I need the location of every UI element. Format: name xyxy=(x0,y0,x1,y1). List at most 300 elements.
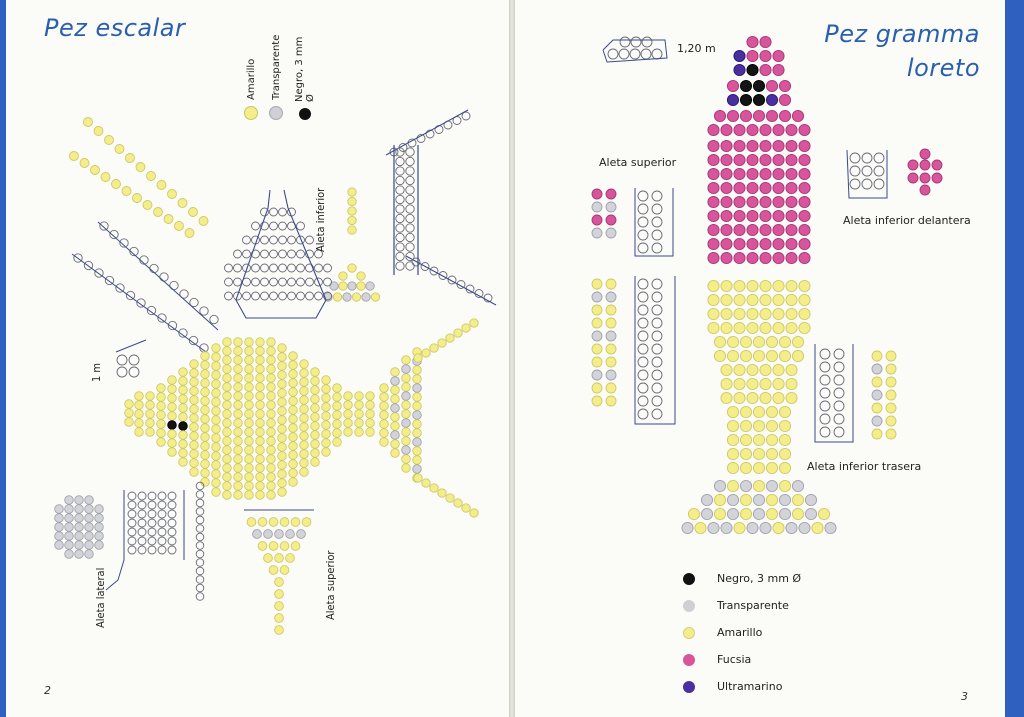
woven-bead xyxy=(128,519,136,527)
body-bead xyxy=(157,384,166,393)
body-bead xyxy=(714,350,725,361)
body-bead xyxy=(322,430,331,439)
woven-bead xyxy=(834,349,844,359)
body-bead xyxy=(267,392,276,401)
body-bead xyxy=(701,494,712,505)
body-bead xyxy=(168,412,177,421)
fin-bead xyxy=(85,550,94,559)
body-bead xyxy=(753,336,764,347)
body-bead xyxy=(234,383,243,392)
right-page-title-line1: Pez gramma xyxy=(824,20,980,48)
body-bead xyxy=(300,387,309,396)
woven-bead xyxy=(652,217,662,227)
body-bead xyxy=(734,522,745,533)
body-bead xyxy=(773,378,784,389)
woven-bead xyxy=(158,528,166,536)
fin-bead xyxy=(302,518,311,527)
woven-bead xyxy=(652,191,662,201)
body-bead xyxy=(179,422,188,431)
body-bead xyxy=(779,508,790,519)
body-bead xyxy=(786,364,797,375)
body-bead xyxy=(779,462,790,473)
body-bead xyxy=(190,432,199,441)
body-bead xyxy=(201,478,210,487)
body-bead xyxy=(256,428,265,437)
body-bead xyxy=(311,431,320,440)
body-bead xyxy=(201,451,210,460)
tail-bead xyxy=(402,356,411,365)
body-bead xyxy=(773,308,784,319)
body-bead xyxy=(747,308,758,319)
woven-bead xyxy=(128,501,136,509)
body-bead xyxy=(799,124,810,135)
fin-bead xyxy=(275,590,284,599)
body-bead xyxy=(278,407,287,416)
tail-bead xyxy=(391,395,400,404)
strand-bead xyxy=(94,127,103,136)
fin-bead xyxy=(65,532,74,541)
fin-bead xyxy=(606,292,616,302)
tail-bead xyxy=(402,383,411,392)
body-bead xyxy=(786,196,797,207)
body-bead xyxy=(786,140,797,151)
strand-bead xyxy=(454,499,462,507)
strand-bead xyxy=(70,152,79,161)
thread-bead xyxy=(196,508,204,516)
woven-bead xyxy=(850,166,860,176)
woven-bead xyxy=(874,153,884,163)
left-page-title: Pez escalar xyxy=(44,14,186,42)
body-bead xyxy=(190,405,199,414)
fin-bead xyxy=(333,293,341,301)
body-bead xyxy=(799,182,810,193)
woven-bead xyxy=(638,331,648,341)
body-bead xyxy=(179,431,188,440)
body-bead xyxy=(753,434,764,445)
tail-bead xyxy=(413,393,422,402)
woven-bead xyxy=(128,537,136,545)
fin-bead xyxy=(606,189,616,199)
woven-bead xyxy=(638,191,648,201)
woven-bead xyxy=(148,546,156,554)
fin-bead xyxy=(65,505,74,514)
body-bead xyxy=(734,224,745,235)
body-bead xyxy=(721,196,732,207)
label-thread-length: 1,20 m xyxy=(677,42,716,55)
woven-bead xyxy=(288,236,296,244)
fin-bead xyxy=(920,149,930,159)
fin-bead xyxy=(275,626,284,635)
body-bead xyxy=(727,80,738,91)
strand-bead xyxy=(164,215,173,224)
thread-bead xyxy=(435,126,443,134)
body-bead xyxy=(190,468,199,477)
body-bead xyxy=(234,446,243,455)
body-bead xyxy=(721,308,732,319)
fin-bead xyxy=(75,523,84,532)
strand-bead xyxy=(446,494,454,502)
fin-bead xyxy=(264,530,273,539)
body-bead xyxy=(234,392,243,401)
woven-bead xyxy=(225,292,233,300)
woven-bead xyxy=(168,528,176,536)
body-bead xyxy=(344,419,353,428)
fin-bead xyxy=(606,305,616,315)
body-bead xyxy=(146,410,155,419)
body-bead xyxy=(786,154,797,165)
body-bead xyxy=(168,385,177,394)
fin-bead xyxy=(269,542,278,551)
fin-bead xyxy=(606,357,616,367)
fin-bead xyxy=(348,264,356,272)
woven-bead xyxy=(396,157,404,165)
fin-bead xyxy=(269,566,278,575)
fin-bead xyxy=(920,160,930,170)
body-bead xyxy=(721,124,732,135)
body-bead xyxy=(734,252,745,263)
woven-bead xyxy=(652,357,662,367)
body-bead xyxy=(168,430,177,439)
body-bead xyxy=(223,410,232,419)
body-bead xyxy=(747,280,758,291)
body-bead xyxy=(708,124,719,135)
strand-bead xyxy=(454,329,462,337)
body-bead xyxy=(799,210,810,221)
body-bead xyxy=(201,415,210,424)
woven-bead xyxy=(270,208,278,216)
body-bead xyxy=(747,182,758,193)
body-bead xyxy=(799,308,810,319)
tail-bead xyxy=(402,401,411,410)
body-bead xyxy=(688,508,699,519)
woven-bead xyxy=(396,252,404,260)
body-bead xyxy=(278,362,287,371)
body-bead xyxy=(734,280,745,291)
body-bead xyxy=(747,64,758,75)
body-bead xyxy=(256,338,265,347)
fin-bead xyxy=(592,305,602,315)
body-bead xyxy=(760,364,771,375)
ultramarine-bead-icon xyxy=(683,681,695,693)
body-bead xyxy=(799,196,810,207)
woven-bead xyxy=(138,510,146,518)
woven-bead xyxy=(158,546,166,554)
thread-line xyxy=(635,276,675,424)
body-bead xyxy=(747,224,758,235)
right-page-title-line2: loreto xyxy=(906,54,980,82)
tail-bead xyxy=(402,419,411,428)
fin-bead xyxy=(592,202,602,212)
body-bead xyxy=(289,433,298,442)
body-bead xyxy=(695,522,706,533)
body-bead xyxy=(786,252,797,263)
label-aleta-inferior-delantera: Aleta inferior delantera xyxy=(843,214,971,227)
thread-bead xyxy=(200,307,208,315)
woven-bead xyxy=(638,370,648,380)
fin-bead xyxy=(343,293,351,301)
body-bead xyxy=(322,412,331,421)
fin-bead xyxy=(592,228,602,238)
fin-bead xyxy=(592,318,602,328)
body-bead xyxy=(201,442,210,451)
thread-bead xyxy=(196,491,204,499)
body-bead xyxy=(747,154,758,165)
tail-bead xyxy=(380,393,389,402)
legend-label: Transparente xyxy=(270,34,282,100)
body-bead xyxy=(212,362,221,371)
body-bead xyxy=(734,308,745,319)
body-bead xyxy=(289,379,298,388)
body-bead xyxy=(708,252,719,263)
legend-label: Negro, 3 mm Ø xyxy=(294,36,316,102)
fin-bead xyxy=(348,197,356,205)
body-bead xyxy=(267,338,276,347)
body-bead xyxy=(190,369,199,378)
fin-bead xyxy=(886,390,896,400)
tail-bead xyxy=(413,402,422,411)
woven-bead xyxy=(638,344,648,354)
tail-bead xyxy=(380,384,389,393)
fin-bead xyxy=(872,364,882,374)
tail-bead xyxy=(380,429,389,438)
body-bead xyxy=(773,140,784,151)
woven-bead xyxy=(396,214,404,222)
fin-bead xyxy=(592,344,602,354)
body-bead xyxy=(779,94,790,105)
fin-bead xyxy=(85,523,94,532)
body-bead xyxy=(278,488,287,497)
body-bead xyxy=(727,508,738,519)
body-bead xyxy=(721,140,732,151)
body-bead xyxy=(805,494,816,505)
body-bead xyxy=(157,393,166,402)
fin-bead xyxy=(348,188,356,196)
woven-bead xyxy=(261,292,269,300)
body-bead xyxy=(157,411,166,420)
fin-bead xyxy=(55,514,64,523)
woven-bead xyxy=(396,148,404,156)
body-bead xyxy=(234,473,243,482)
body-bead xyxy=(245,338,254,347)
body-bead xyxy=(179,377,188,386)
body-bead xyxy=(135,410,144,419)
woven-bead xyxy=(652,344,662,354)
fin-bead xyxy=(872,390,882,400)
fin-bead xyxy=(286,554,295,563)
fin-bead xyxy=(592,370,602,380)
fin-bead xyxy=(606,344,616,354)
body-bead xyxy=(311,449,320,458)
body-bead xyxy=(267,419,276,428)
body-bead xyxy=(779,494,790,505)
body-bead xyxy=(766,480,777,491)
body-bead xyxy=(135,428,144,437)
fin-bead xyxy=(606,279,616,289)
body-bead xyxy=(333,429,342,438)
body-bead xyxy=(773,392,784,403)
fin-bead xyxy=(339,272,347,280)
body-bead xyxy=(747,196,758,207)
body-bead xyxy=(786,124,797,135)
body-bead xyxy=(311,395,320,404)
fin-bead xyxy=(55,523,64,532)
woven-bead xyxy=(270,278,278,286)
woven-bead xyxy=(834,414,844,424)
woven-bead xyxy=(652,370,662,380)
woven-bead xyxy=(396,224,404,232)
body-bead xyxy=(734,124,745,135)
thread-bead xyxy=(160,273,168,281)
fin-bead xyxy=(932,160,942,170)
body-bead xyxy=(734,294,745,305)
fin-bead xyxy=(348,282,356,290)
body-bead xyxy=(311,386,320,395)
black-bead-icon xyxy=(683,573,695,585)
body-bead xyxy=(682,522,693,533)
body-bead xyxy=(753,480,764,491)
body-bead xyxy=(740,480,751,491)
body-bead xyxy=(708,140,719,151)
woven-bead xyxy=(225,264,233,272)
thread-bead xyxy=(170,281,178,289)
woven-bead xyxy=(279,278,287,286)
woven-bead xyxy=(652,292,662,302)
woven-bead xyxy=(638,305,648,315)
body-bead xyxy=(708,210,719,221)
woven-bead xyxy=(820,414,830,424)
body-bead xyxy=(223,356,232,365)
woven-bead xyxy=(138,546,146,554)
body-bead xyxy=(760,224,771,235)
body-bead xyxy=(212,398,221,407)
woven-bead xyxy=(834,427,844,437)
tail-bead xyxy=(380,438,389,447)
woven-bead xyxy=(396,176,404,184)
yellow-bead-icon xyxy=(683,627,695,639)
woven-bead xyxy=(652,396,662,406)
body-bead xyxy=(747,522,758,533)
strand-bead xyxy=(143,201,152,210)
body-bead xyxy=(727,420,738,431)
body-bead xyxy=(125,400,134,409)
body-bead xyxy=(289,415,298,424)
body-bead xyxy=(278,479,287,488)
fin-bead xyxy=(362,293,370,301)
body-bead xyxy=(792,110,803,121)
fin-bead xyxy=(253,530,262,539)
fin-bead xyxy=(55,505,64,514)
strand-bead xyxy=(199,217,208,226)
body-bead xyxy=(773,252,784,263)
woven-bead xyxy=(820,427,830,437)
fin-bead xyxy=(872,416,882,426)
body-bead xyxy=(212,461,221,470)
body-bead xyxy=(190,387,199,396)
legend-label: Negro, 3 mm Ø xyxy=(717,572,802,585)
body-bead xyxy=(245,437,254,446)
body-bead xyxy=(125,418,134,427)
body-bead xyxy=(773,154,784,165)
body-bead xyxy=(234,419,243,428)
woven-bead xyxy=(234,278,242,286)
body-bead xyxy=(146,392,155,401)
fin-bead xyxy=(592,189,602,199)
left-page xyxy=(6,0,509,717)
fin-bead xyxy=(371,293,379,301)
page-number: 3 xyxy=(961,690,968,703)
body-bead xyxy=(223,428,232,437)
body-bead xyxy=(333,402,342,411)
body-bead xyxy=(740,350,751,361)
body-bead xyxy=(278,470,287,479)
body-bead xyxy=(773,168,784,179)
fin-bead xyxy=(606,215,616,225)
body-bead xyxy=(721,392,732,403)
woven-bead xyxy=(306,236,314,244)
tail-bead xyxy=(391,404,400,413)
legend-item-amarillo xyxy=(683,626,762,639)
body-bead xyxy=(355,419,364,428)
body-bead xyxy=(734,238,745,249)
thread-bead xyxy=(100,222,108,230)
body-bead xyxy=(300,378,309,387)
fin-bead xyxy=(65,496,74,505)
body-bead xyxy=(289,352,298,361)
body-bead xyxy=(300,468,309,477)
body-bead xyxy=(311,413,320,422)
body-bead xyxy=(721,182,732,193)
thread-bead xyxy=(439,272,447,280)
body-bead xyxy=(278,452,287,461)
tail-bead xyxy=(402,410,411,419)
fin-bead xyxy=(275,530,284,539)
body-bead xyxy=(289,442,298,451)
fin-bead xyxy=(95,541,104,550)
strand-bead xyxy=(126,154,135,163)
body-bead xyxy=(734,64,745,75)
woven-bead xyxy=(148,519,156,527)
body-bead xyxy=(721,378,732,389)
thread-bead xyxy=(150,264,158,272)
body-bead xyxy=(179,404,188,413)
fin-bead xyxy=(920,185,930,195)
strand-bead xyxy=(422,349,430,357)
tail-bead xyxy=(391,440,400,449)
body-bead xyxy=(212,443,221,452)
tail-bead xyxy=(380,402,389,411)
body-bead xyxy=(799,322,810,333)
thread-bead xyxy=(608,49,618,59)
body-bead xyxy=(766,508,777,519)
fin-bead xyxy=(275,602,284,611)
body-bead xyxy=(245,356,254,365)
body-bead xyxy=(300,450,309,459)
woven-bead xyxy=(148,528,156,536)
body-bead xyxy=(740,448,751,459)
body-bead xyxy=(727,336,738,347)
body-bead xyxy=(708,196,719,207)
body-bead xyxy=(799,224,810,235)
fin-bead xyxy=(872,377,882,387)
label-thread-length: 1 m xyxy=(90,362,103,382)
thread-bead xyxy=(196,542,204,550)
body-bead xyxy=(766,406,777,417)
strand-bead xyxy=(438,489,446,497)
body-bead xyxy=(753,420,764,431)
woven-bead xyxy=(862,179,872,189)
woven-bead xyxy=(324,264,332,272)
clear-bead-icon xyxy=(683,600,695,612)
